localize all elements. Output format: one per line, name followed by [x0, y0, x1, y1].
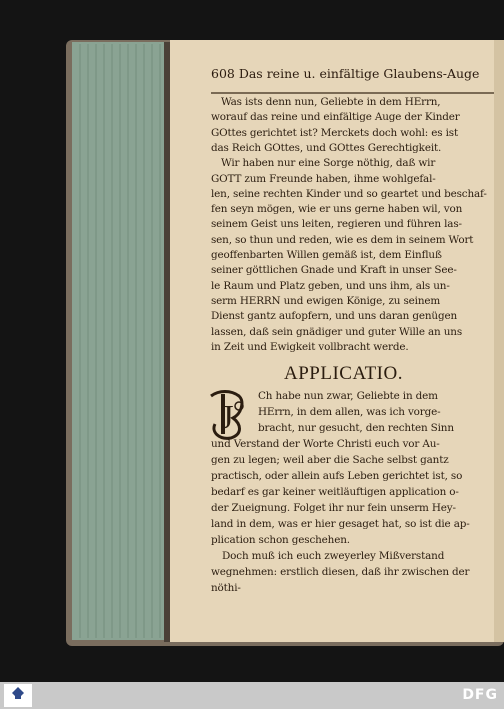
text-line: HErrn, in dem allen, was ich vorge-	[258, 406, 441, 418]
page-right-edge	[494, 40, 504, 642]
page-edges	[72, 42, 164, 640]
institution-logo	[4, 684, 32, 707]
text-line: Ch habe nun zwar, Geliebte in dem	[258, 390, 438, 402]
dfg-logo: DFG	[462, 687, 498, 703]
text-line: geoffenbarten Willen gemäß ist, dem Einfluß	[211, 249, 442, 261]
running-header: 608 Das reine u. einfältige Glaubens-Auge	[211, 66, 480, 81]
text-line: practisch, oder allein aufs Leben gerichtet ist, so	[211, 470, 463, 482]
text-line: len, seine rechten Kinder und so geartet und beschaf-	[211, 187, 487, 200]
text-line: bedarf es gar keiner weitläuftigen application o-	[211, 486, 459, 498]
text-line: GOttes gerichtet ist? Merckets doch wohl: es ist	[211, 126, 459, 139]
text-line: land in dem, was er hier gesaget hat, so ist die ap-	[211, 518, 470, 530]
text-line: le Raum und Platz geben, und uns ihm, als un-	[211, 279, 450, 292]
initial-letter: J	[220, 399, 234, 436]
text-line: wegnehmen: erstlich diesen, daß ihr zwischen der	[211, 566, 470, 578]
text-line: Was ists denn nun, Geliebte in dem HErrn,	[221, 96, 441, 108]
text-line: sen, so thun und reden, wie es dem in seinem Wort	[211, 233, 474, 246]
text-line: nöthi-	[211, 582, 241, 594]
footer-bar	[0, 682, 504, 709]
text-line: in Zeit und Ewigkeit vollbracht werde.	[211, 340, 409, 353]
text-line: Wir haben nur eine Sorge nöthig, daß wir	[221, 157, 436, 170]
text-line: seiner göttlichen Gnade und Kraft in unser See-	[211, 264, 457, 277]
text-line: GOTT zum Freunde haben, ihme wohlgefal-	[211, 172, 436, 185]
text-line: serm HERRN und ewigen Könige, zu seinem	[211, 294, 441, 307]
decorated-initial	[205, 388, 255, 440]
text-line: seinem Geist uns leiten, regieren und führen las-	[211, 218, 462, 231]
text-line: plication schon geschehen.	[211, 534, 350, 546]
text-line: der Zueignung. Folget ihr nur fein unserm Hey-	[211, 502, 456, 514]
text-line: Dienst gantz aufopfern, und uns daran genügen	[211, 310, 457, 323]
text-line: gen zu legen; weil aber die Sache selbst gantz	[211, 454, 449, 466]
text-line: worauf das reine und einfältige Auge der Kinder	[211, 111, 460, 124]
text-line: Doch muß ich euch zweyerley Mißverstand	[222, 550, 445, 562]
section-heading: APPLICATIO.	[284, 363, 403, 384]
text-line: bracht, nur gesucht, den rechten Sinn	[258, 422, 454, 434]
text-line: lassen, daß sein gnädiger und guter Wille an uns	[211, 325, 463, 338]
text-line: das Reich GOttes, und GOttes Gerechtigkeit.	[211, 141, 442, 154]
text-line: fen seyn mögen, wie er uns gerne haben wil, von	[211, 203, 463, 216]
text-line: und Verstand der Worte Christi euch vor Au-	[211, 438, 440, 450]
